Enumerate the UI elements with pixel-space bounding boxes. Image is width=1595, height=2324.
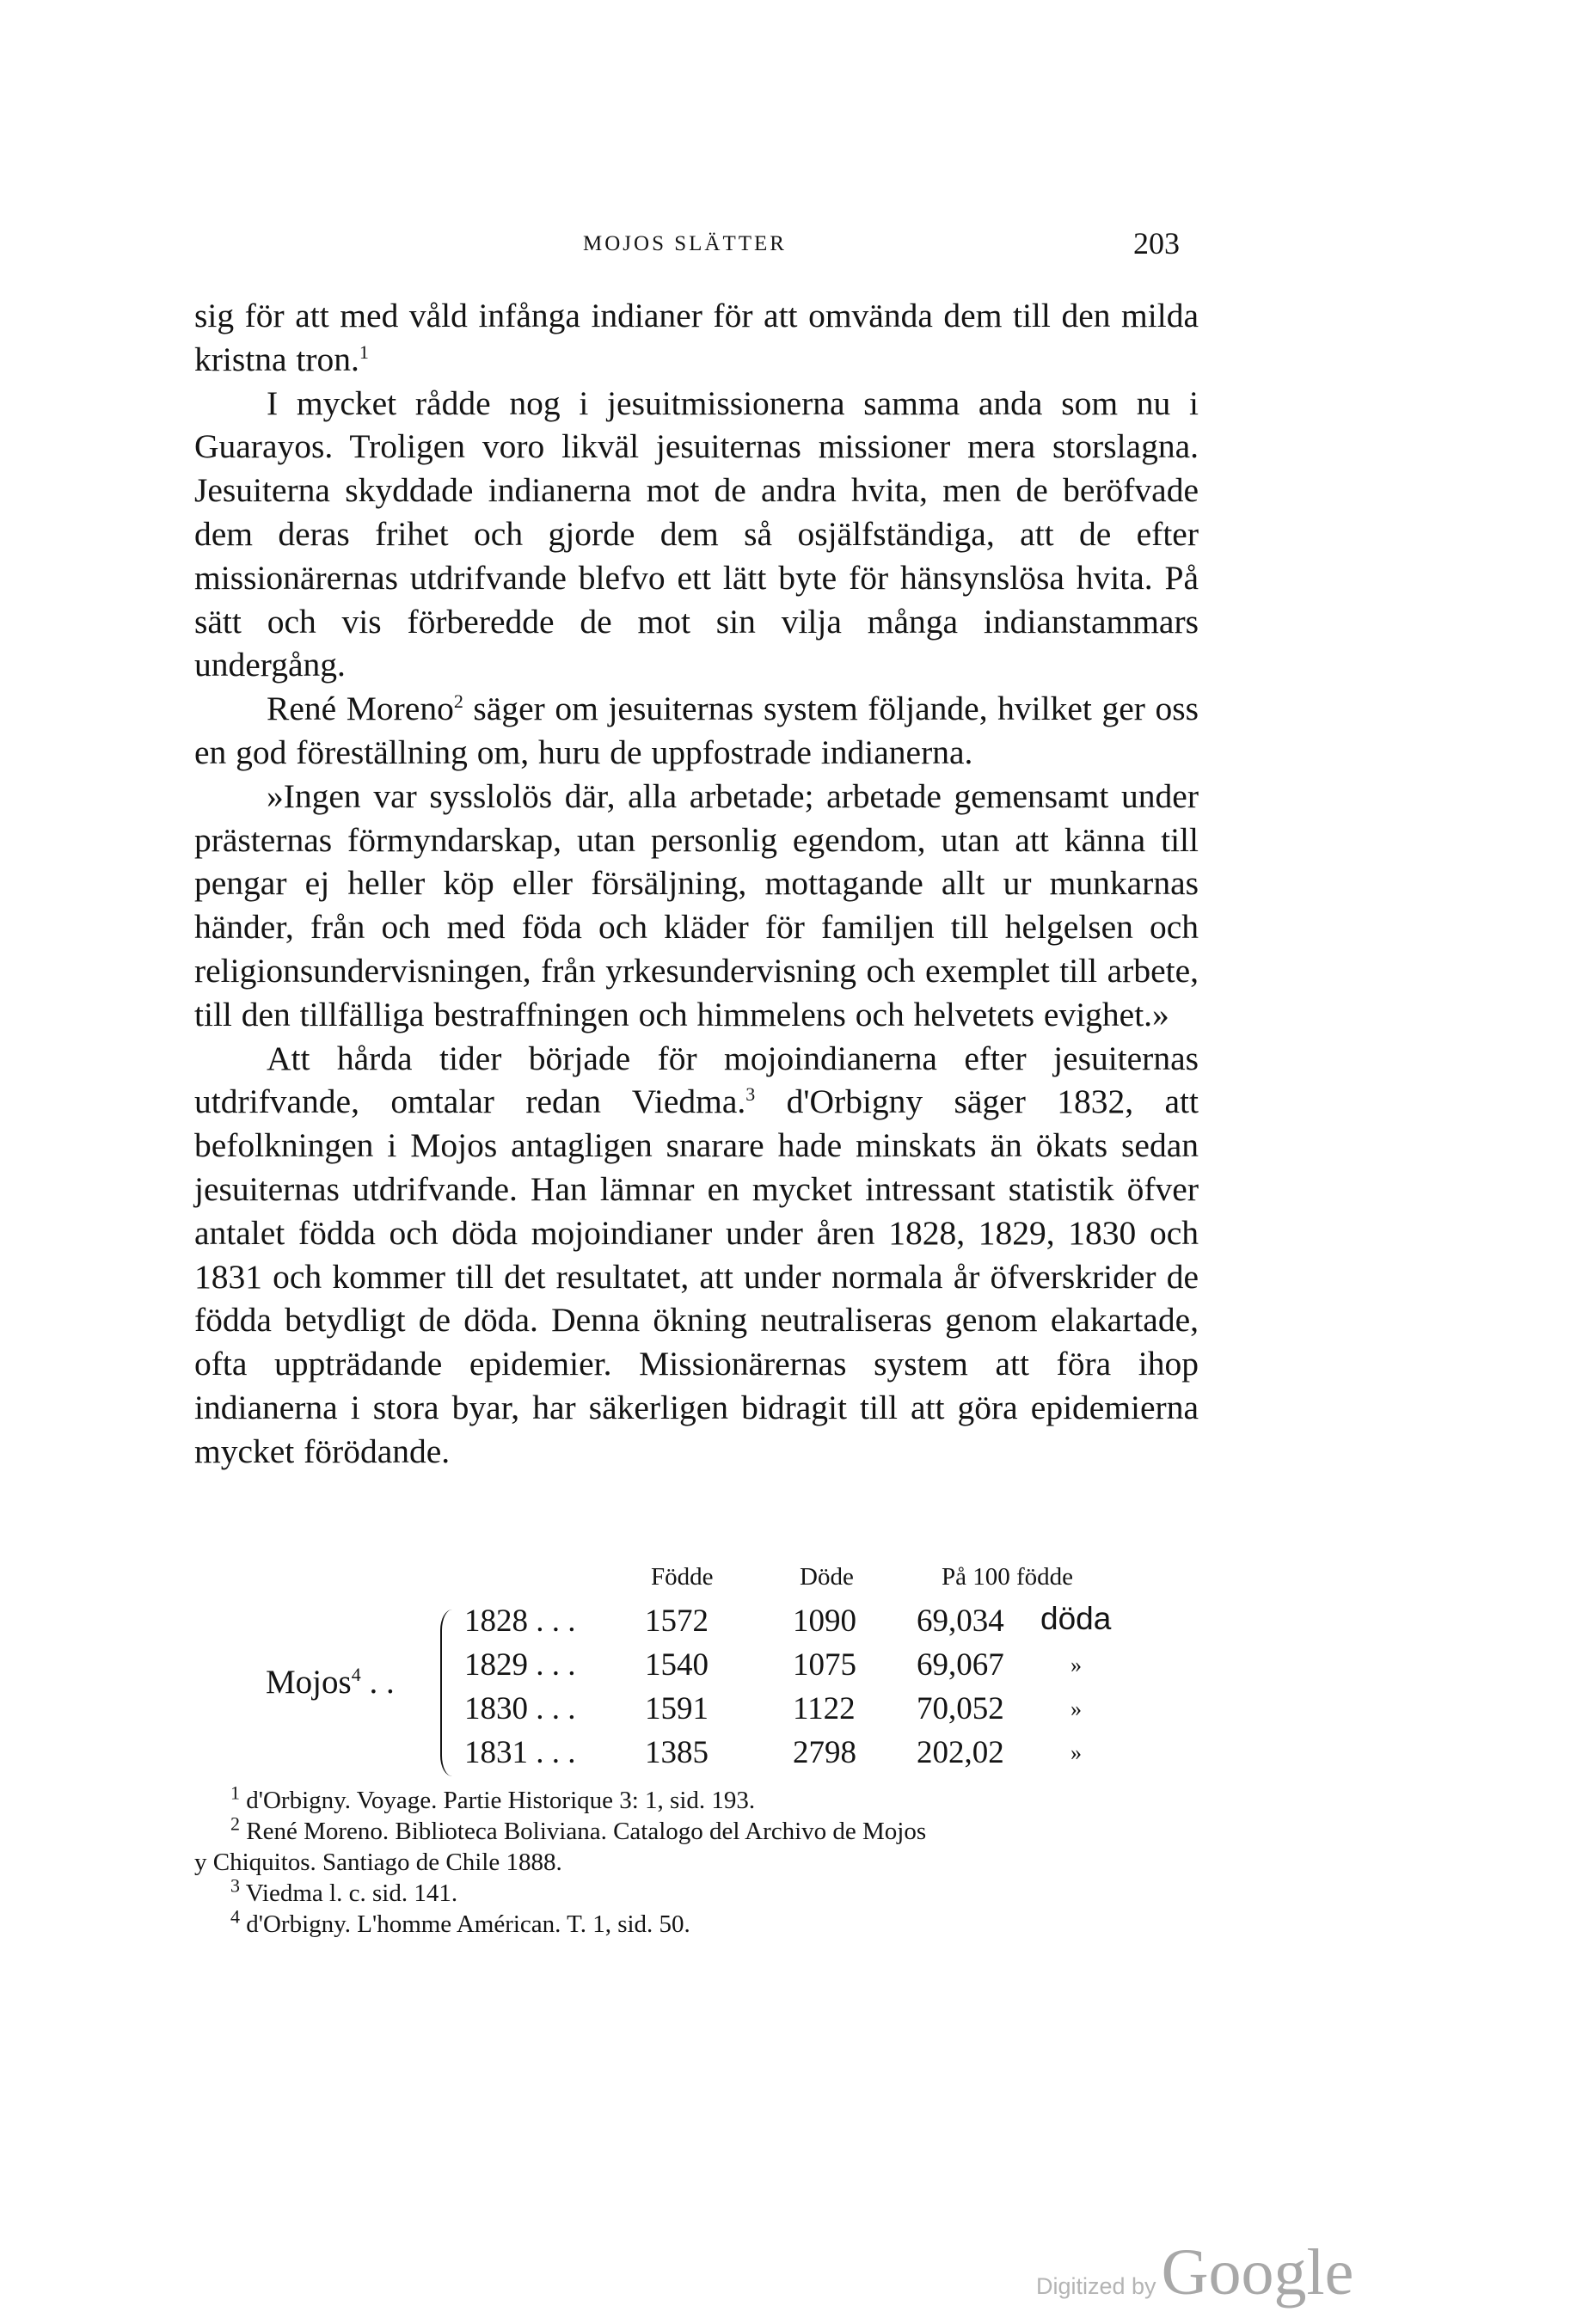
year-value: 1831 — [464, 1735, 528, 1770]
paragraph-text: sig för att med våld infånga indianer för att omvända dem till den milda kristna tron. — [194, 297, 1199, 378]
footnote — [194, 1905, 1199, 1940]
running-title: MOJOS SLÄTTER — [583, 232, 787, 255]
paragraph — [194, 1037, 1199, 1474]
year-cell — [464, 1603, 576, 1640]
pct-cell: 69,067 — [917, 1647, 1004, 1683]
fodde-cell: 1540 — [645, 1647, 709, 1683]
dode-cell: 1122 — [793, 1691, 856, 1726]
year-value: 1828 — [464, 1603, 528, 1639]
year-cell — [464, 1646, 576, 1683]
footnote-text: d'Orbigny. L'homme Américan. T. 1, sid. 50. — [246, 1910, 690, 1938]
leader-dots: . . . — [536, 1691, 576, 1726]
dode-cell: 1090 — [793, 1603, 856, 1639]
footnote-number: 2 — [230, 1812, 240, 1835]
footnote-ref: 4 — [351, 1664, 361, 1685]
paragraph-text: d'Orbigny säger 1832, att befolkningen i Mojos antagligen snarare hade minskats än ökats sedan jesuiternas utdrifvande. Han lämnar en mycket intressant statistik öfver antalet födda och döda mojoindianer under åren 1828, 1829, 1830 och 1831 och kommer till det resultatet, att under normala år öfverskrider de födda betydligt de döda. Denna ökning neutraliseras genom elakartade, ofta uppträdande epidemier. Missionärernas system att föra ihop indianerna i stora byar, har säkerligen bidragit till att göra epidemierna mycket förödande. — [194, 1082, 1199, 1470]
ditto-mark: » — [1070, 1653, 1082, 1677]
paragraph-text: René Moreno — [267, 690, 454, 728]
paragraph — [194, 687, 1199, 775]
footnote — [194, 1874, 1199, 1909]
footnote-ref: 1 — [359, 340, 369, 363]
year-value: 1830 — [464, 1691, 528, 1726]
column-header-fodde: Födde — [651, 1563, 714, 1591]
row-group-label — [266, 1663, 395, 1702]
group-label-text: Mojos — [266, 1664, 352, 1701]
pct-cell: 202,02 — [917, 1735, 1004, 1770]
footnote — [194, 1781, 1199, 1816]
digitized-watermark — [1036, 2235, 1353, 2310]
group-label-dots: . . — [360, 1664, 395, 1701]
footnote-ref: 2 — [453, 690, 463, 713]
paragraph-text: säger om jesuiternas system följande, hvilket ger oss en god föreställning om, huru de uppfostrade indianerna. — [194, 690, 1199, 771]
fodde-cell: 1572 — [645, 1603, 709, 1639]
footnote-number: 4 — [230, 1905, 240, 1928]
pct-cell: 70,052 — [917, 1691, 1004, 1726]
footnotes — [194, 1781, 1199, 1940]
footnote-number: 1 — [230, 1781, 240, 1804]
paragraph: I mycket rådde nog i jesuitmissionerna samma anda som nu i Guarayos. Troligen voro likväl jesuiternas missioner mera storslagna. Jesuiterna skyddade indianerna mot de andra hvita, men de beröfvade dem deras frihet och gjorde dem så osjälfständiga, att de efter missionärernas utdrifvande blefvo ett lätt byte för hänsynslösa hvita. På sätt och vis förberedde de mot sin vilja många indianstammars undergång. — [194, 383, 1199, 684]
brace — [440, 1610, 454, 1776]
brace-notch — [434, 1685, 442, 1701]
leader-dots: . . . — [536, 1735, 576, 1770]
footnote — [194, 1812, 1199, 1847]
quote-paragraph: »Ingen var sysslolös där, alla arbetade; arbetade gemensamt under prästernas förmyndarskap, utan personlig egendom, utan att känna till pengar ej heller köp eller försäljning, mottagande allt ur munkarnas händer, från och med föda och kläder för familjen till helgelsen och religionsundervisningen, från yrkesundervisning och exemplet till arbete, till den tillfälliga bestraffningen och himmelens och helvetets evighet.» — [194, 776, 1199, 1033]
google-logo: Google — [1161, 2236, 1354, 2309]
footnote-text: d'Orbigny. Voyage. Partie Historique 3: 1, sid. 193. — [246, 1787, 756, 1814]
dode-cell: 2798 — [793, 1735, 856, 1770]
leader-dots: . . . — [536, 1647, 576, 1683]
footnote-ref: 3 — [745, 1083, 756, 1106]
fodde-cell: 1385 — [645, 1735, 709, 1770]
footnote-continuation: y Chiquitos. Santiago de Chile 1888. — [194, 1849, 562, 1876]
column-header-dode: Döde — [800, 1563, 854, 1591]
fodde-cell: 1591 — [645, 1691, 709, 1726]
footnote-text: Viedma l. c. sid. 141. — [245, 1879, 458, 1907]
pct-cell: 69,034 — [917, 1603, 1004, 1639]
dode-cell: 1075 — [793, 1647, 856, 1683]
paragraph — [194, 294, 1199, 382]
ditto-mark: » — [1070, 1696, 1082, 1721]
column-header-pct: På 100 födde — [942, 1563, 1074, 1591]
year-cell — [464, 1690, 576, 1727]
paragraph-text: Att hårda tider började för mojoindianerna efter jesuiternas utdrifvande, omtalar redan Viedma. — [194, 1039, 1199, 1121]
footnote-text: René Moreno. Biblioteca Boliviana. Catalogo del Archivo de Mojos — [246, 1818, 927, 1845]
footnote-number: 3 — [230, 1874, 240, 1897]
year-value: 1829 — [464, 1647, 528, 1683]
watermark-prefix: Digitized by — [1036, 2273, 1156, 2299]
ditto-mark: » — [1070, 1740, 1082, 1765]
page-number: 203 — [1133, 226, 1180, 261]
body-text — [194, 294, 1199, 1474]
leader-dots: . . . — [536, 1603, 576, 1639]
note-cell: döda — [1040, 1601, 1112, 1636]
year-cell — [464, 1734, 576, 1771]
